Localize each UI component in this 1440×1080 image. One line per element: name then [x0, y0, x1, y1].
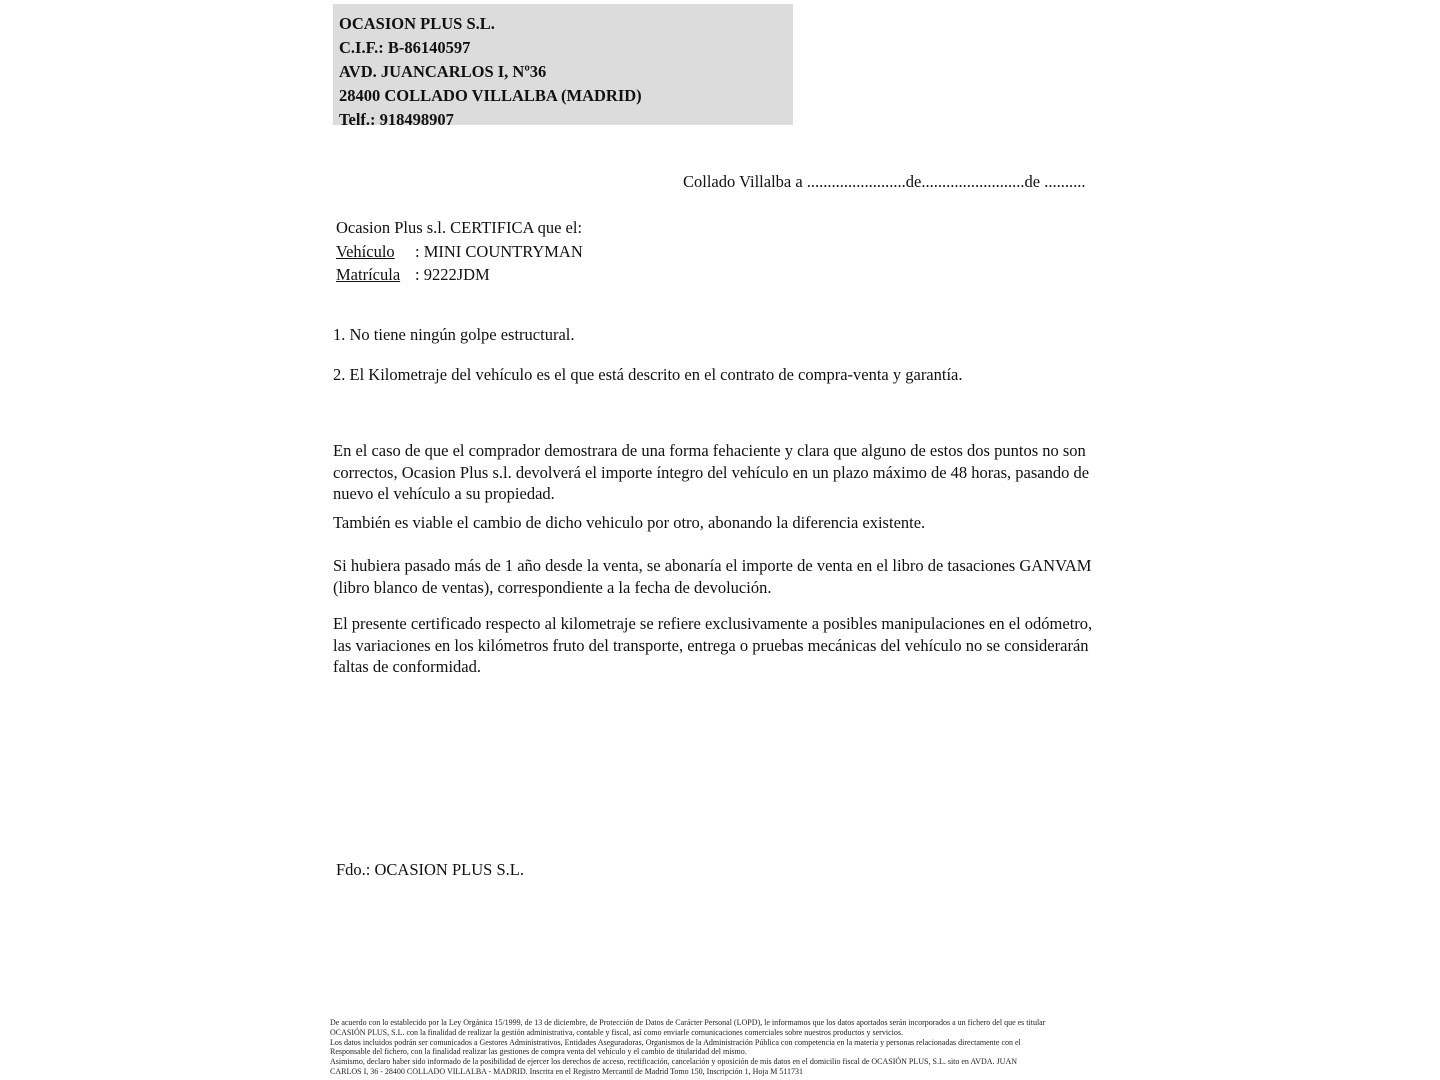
vehicle-value: : MINI COUNTRYMAN: [415, 241, 583, 261]
signature-line: Fdo.: OCASION PLUS S.L.: [336, 860, 524, 879]
plate-row: [336, 263, 583, 287]
vehicle-label: Vehículo: [336, 241, 395, 261]
legal-line: OCASIÓN PLUS, S.L. con la finalidad de realizar la gestión administrativa, contable y fiscal, así como enviarle comunicaciones comerciales sobre nuestros productos y servicios.: [330, 1027, 903, 1037]
legal-line: De acuerdo con lo establecido por la Ley Orgánica 15/1999, de 13 de diciembre, de Protección de Datos de Carácter Personal (LOPD), le informamos que los datos aportados serán incorporados a un fichero del que es titular: [330, 1018, 1046, 1027]
vehicle-row: [336, 240, 583, 264]
company-address: AVD. JUANCARLOS I, Nº36: [339, 62, 547, 81]
plate-value: : 9222JDM: [415, 265, 490, 284]
date-fill-in-line: Collado Villalba a ........................de.........................de ..........: [683, 172, 1086, 191]
company-phone: Telf.: 918498907: [339, 110, 454, 129]
company-city: 28400 COLLADO VILLALBA (MADRID): [339, 86, 642, 105]
company-cif: C.I.F.: B-86140597: [339, 38, 471, 57]
paragraph-refund-terms: En el caso de que el comprador demostrara de una forma fehaciente y clara que alguno de estos dos puntos no son correctos, Ocasion Plus s.l. devolverá el importe íntegro del vehículo en un plazo máximo de 48 horas, pasando de nuevo el vehículo a su propiedad.: [333, 441, 1090, 503]
plate-label: Matrícula: [336, 265, 401, 284]
legal-line: Asimismo, declaro haber sido informado de la posibilidad de ejercer los derechos de acceso, rectificación, cancelación y oposición de mis datos en el domicilio fiscal de OCASIÓN PLUS, S.L. sito en AVDA. JUAN: [330, 1057, 1018, 1067]
legal-fine-print: [330, 1018, 1120, 1077]
company-header-block: [333, 4, 793, 129]
paragraph-exchange-option: También es viable el cambio de dicho vehiculo por otro, abonando la diferencia existente.: [333, 513, 926, 532]
certify-intro: Ocasion Plus s.l. CERTIFICA que el:: [336, 218, 583, 237]
paragraph-odometer-scope: El presente certificado respecto al kilometraje se refiere exclusivamente a posibles manipulaciones en el odómetro, las variaciones en los kilómetros fruto del transporte, entrega o pruebas mecánicas del vehículo no se considerarán faltas de conformidad.: [333, 614, 1093, 676]
legal-line: Los datos incluidos podrán ser comunicados a Gestores Administrativos, Entidades Aseguradoras, Organismos de la Administración Pública con competencia en la materia y personas relacionadas directamente con el: [330, 1037, 1021, 1047]
company-name: OCASION PLUS S.L.: [339, 14, 495, 33]
certified-point-2: 2. El Kilometraje del vehículo es el que está descrito en el contrato de compra-venta y garantía.: [333, 365, 963, 384]
certified-point-1: 1. No tiene ningún golpe estructural.: [333, 325, 575, 344]
paragraph-ganvam-valuation: Si hubiera pasado más de 1 año desde la venta, se abonaría el importe de venta en el libro de tasaciones GANVAM (libro blanco de ventas), correspondiente a la fecha de devolución.: [333, 556, 1092, 597]
certify-block: [336, 216, 583, 287]
legal-line: CARLOS I, 36 - 28400 COLLADO VILLALBA - MADRID. Inscrita en el Registro Mercantil de Madrid Tomo 150, Inscripción 1, Hoja M 511731: [330, 1066, 804, 1076]
legal-line: Responsable del fichero, con la finalidad realizar las gestiones de compra venta del vehículo y el cambio de titularidad del mismo.: [330, 1047, 747, 1057]
